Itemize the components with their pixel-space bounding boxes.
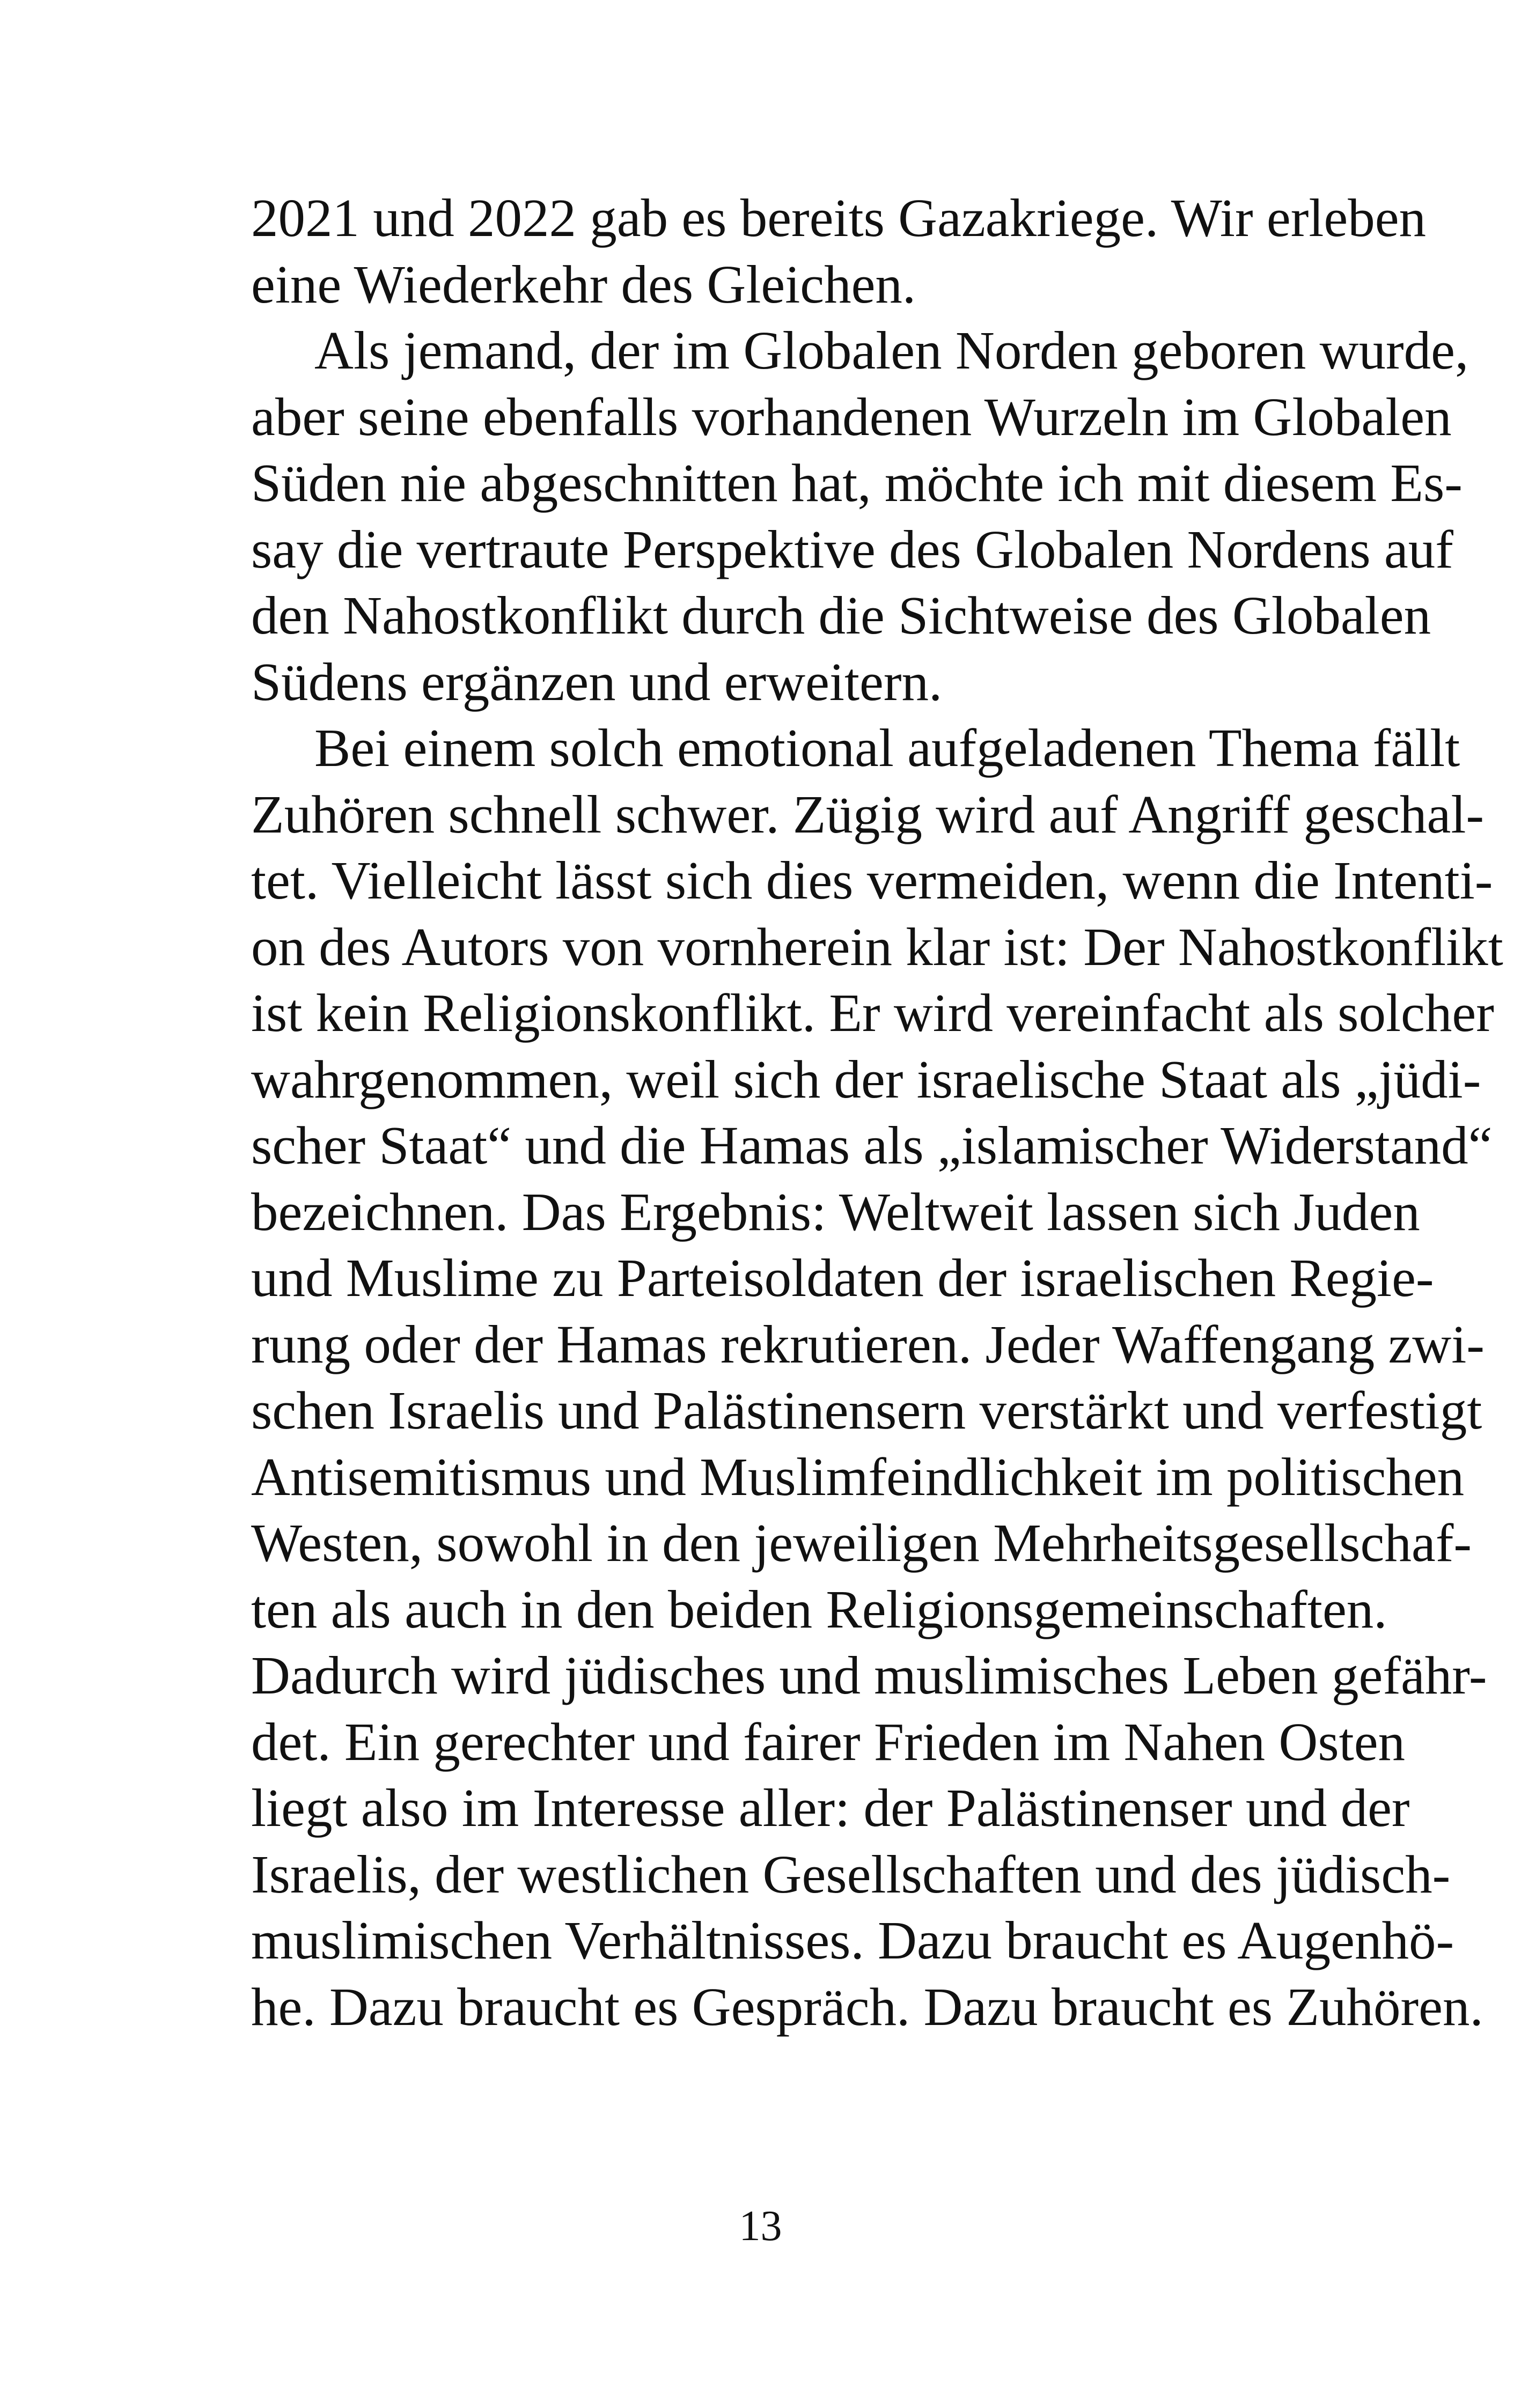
text-line: und Muslime zu Parteisoldaten der israelischen Regie-: [251, 1248, 1434, 1308]
text-line: liegt also im Interesse aller: der Palästinenser und der: [251, 1778, 1410, 1838]
page-number: 13: [739, 2203, 782, 2250]
text-line: wahrgenommen, weil sich der israelische Staat als „jüdi-: [251, 1049, 1481, 1109]
text-line: eine Wiederkehr des Gleichen.: [251, 254, 916, 314]
text-line: Südens ergänzen und erweitern.: [251, 651, 943, 712]
text-line: say die vertraute Perspektive des Globalen Nordens auf: [251, 519, 1453, 579]
text-line: bezeichnen. Das Ergebnis: Weltweit lassen sich Juden: [251, 1181, 1420, 1242]
text-line: den Nahostkonflikt durch die Sichtweise des Globalen: [251, 585, 1431, 645]
text-line: Westen, sowohl in den jeweiligen Mehrheitsgesellschaf-: [251, 1513, 1472, 1573]
text-line: Zuhören schnell schwer. Zügig wird auf Angriff geschal-: [251, 784, 1485, 844]
paragraph-start-line: Bei einem solch emotional aufgeladenen Thema fällt: [314, 718, 1460, 778]
text-line: 2021 und 2022 gab es bereits Gazakriege. Wir erleben: [251, 188, 1427, 248]
text-line: Dadurch wird jüdisches und muslimisches Leben gefähr-: [251, 1645, 1487, 1705]
text-line: scher Staat“ und die Hamas als „islamischer Widerstand“: [251, 1115, 1493, 1175]
text-line: Israelis, der westlichen Gesellschaften und des jüdisch-: [251, 1844, 1451, 1904]
text-line: Süden nie abgeschnitten hat, möchte ich mit diesem Es-: [251, 453, 1463, 513]
text-line: muslimischen Verhältnisses. Dazu braucht es Augenhö-: [251, 1910, 1454, 1970]
text-line: ist kein Religionskonflikt. Er wird vereinfacht als solcher: [251, 983, 1494, 1043]
text-line: det. Ein gerechter und fairer Frieden im Nahen Osten: [251, 1711, 1406, 1772]
text-line: ten als auch in den beiden Religionsgemeinschaften.: [251, 1579, 1387, 1639]
text-line: schen Israelis und Palästinensern verstärkt und verfestigt: [251, 1380, 1482, 1440]
text-line: he. Dazu braucht es Gespräch. Dazu braucht es Zuhören.: [251, 1976, 1483, 2037]
body-text: [251, 185, 1503, 2040]
paragraph-start-line: Als jemand, der im Globalen Norden geboren wurde,: [314, 320, 1469, 380]
text-line: rung oder der Hamas rekrutieren. Jeder Waffengang zwi-: [251, 1314, 1485, 1374]
text-line: on des Autors von vornherein klar ist: Der Nahostkonflikt: [251, 916, 1503, 977]
text-line: tet. Vielleicht lässt sich dies vermeiden, wenn die Intenti-: [251, 850, 1493, 910]
text-line: aber seine ebenfalls vorhandenen Wurzeln im Globalen: [251, 386, 1452, 447]
text-line: Antisemitismus und Muslimfeindlichkeit im politischen: [251, 1446, 1465, 1507]
